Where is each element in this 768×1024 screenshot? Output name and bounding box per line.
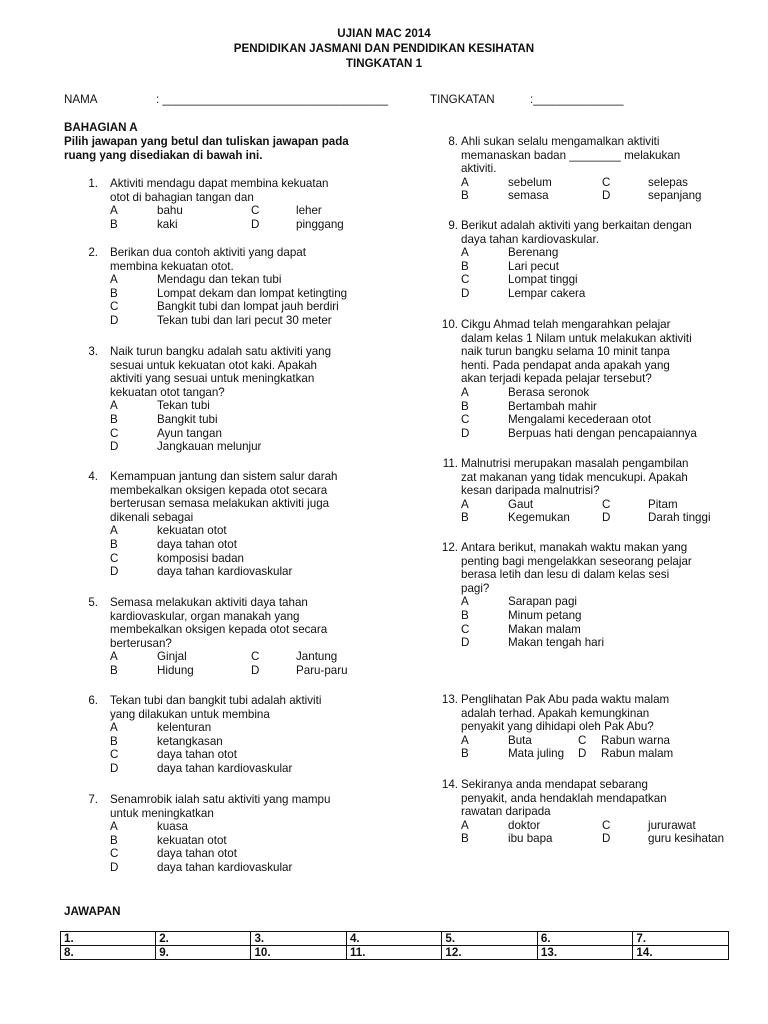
option-letter: A (461, 733, 469, 747)
question-text: Sekiranya anda mendapat sebarang (461, 778, 648, 791)
option-letter: D (110, 314, 119, 327)
option-text: bahu (157, 204, 183, 218)
exam-title: UJIAN MAC 2014 (337, 27, 431, 40)
question-number: 11. (442, 457, 458, 470)
question-text: kesan daripada malnutrisi? (461, 484, 600, 498)
option-text: Lari pecut (508, 259, 559, 273)
option-letter: B (110, 734, 118, 748)
option-letter: C (110, 551, 119, 565)
option-text: daya tahan otot (157, 847, 237, 861)
option-letter: A (110, 273, 118, 287)
option-text: selepas (648, 175, 688, 189)
question-text: Kemampuan jantung dan sistem salur darah (110, 470, 338, 483)
answer-row (61, 946, 729, 960)
option-letter: C (110, 426, 119, 440)
option-letter: C (461, 622, 470, 636)
question-text: naik turun bangku selama 10 minit tanpa (461, 345, 670, 359)
question-number: 13. (441, 693, 458, 706)
option-letter: B (110, 286, 118, 300)
section-title: BAHAGIAN A (64, 121, 138, 134)
question-text: Tekan tubi dan bangkit tubi adalah aktiviti (110, 694, 322, 707)
option-text: Darah tinggi (648, 511, 711, 525)
question-text: Malnutrisi merupakan masalah pengambilan (461, 457, 689, 470)
question-text: Ahli sukan selalu mengamalkan aktiviti (461, 135, 660, 148)
option-letter: D (110, 861, 119, 874)
option-letter: D (461, 287, 470, 300)
option-letter: D (251, 664, 260, 677)
option-letter: C (110, 847, 119, 861)
option-text: Makan malam (508, 622, 581, 636)
answer-cell[interactable]: 12. (442, 946, 538, 960)
option-text: Berenang (508, 246, 559, 260)
question-text: dikenali sebagai (110, 510, 194, 524)
option-text: Lompat dekam dan lompat ketingting (157, 286, 348, 300)
option-text: kuasa (157, 820, 188, 834)
option-text: ibu bapa (508, 832, 553, 846)
option-letter: C (602, 175, 611, 189)
section-instruction: Pilih jawapan yang betul dan tuliskan jawapan pada ruang yang disediakan di bawah ini. (64, 135, 349, 162)
option-letter: D (461, 426, 470, 440)
question-text: akan terjadi kepada pelajar tersebut? (461, 372, 652, 386)
answer-row (61, 932, 729, 946)
answer-cell[interactable]: 2. (156, 932, 251, 946)
question-text: membina kekuatan otot. (110, 259, 234, 273)
option-letter: B (461, 511, 469, 525)
option-text: sebelum (508, 175, 552, 189)
option-text: Buta (508, 733, 532, 747)
option-letter: B (110, 538, 118, 551)
question-text: yang dilakukan untuk membina (110, 707, 270, 721)
option-text: daya tahan otot (157, 748, 237, 762)
option-letter: A (461, 175, 469, 189)
option-letter: A (110, 524, 118, 538)
option-letter: B (461, 609, 469, 622)
question-text: daya tahan kardiovaskular. (461, 232, 599, 246)
option-text: Mengalami kecederaan otot (508, 413, 652, 427)
option-letter: B (461, 259, 469, 273)
option-text: kekuatan otot (157, 524, 227, 538)
answer-cell[interactable]: 3. (251, 932, 347, 946)
question-number: 4. (88, 470, 98, 483)
answer-cell[interactable]: 6. (537, 932, 633, 946)
option-letter: A (110, 650, 118, 664)
option-text: Jantung (296, 650, 338, 664)
option-text: Lompat tinggi (508, 273, 578, 287)
option-letter: B (461, 399, 469, 413)
question-number: 10. (441, 318, 458, 331)
option-text: Jangkauan melunjur (157, 440, 262, 454)
option-text: Ayun tangan (157, 426, 222, 440)
option-text: guru kesihatan (648, 832, 725, 846)
option-letter: C (461, 273, 470, 287)
answer-cell[interactable]: 4. (346, 932, 441, 946)
question-text: Semasa melakukan aktiviti daya tahan (110, 596, 308, 609)
question-text: Senamrobik ialah satu aktiviti yang mampu (110, 793, 331, 806)
question-number: 9. (448, 219, 458, 232)
option-text: Gaut (508, 497, 534, 511)
question-text: penyakit yang dihidapi oleh Pak Abu? (461, 720, 654, 734)
question-text: memanaskan badan ________ melakukan (461, 148, 681, 162)
option-text: Mendagu dan tekan tubi (157, 273, 282, 287)
option-text: Rabun warna (601, 733, 670, 747)
option-letter: D (461, 636, 470, 650)
answer-cell[interactable]: 14. (633, 946, 729, 960)
option-letter: B (461, 832, 469, 846)
question-number: 12. (441, 541, 458, 554)
option-text: daya tahan kardiovaskular (157, 565, 293, 579)
option-letter: A (110, 721, 118, 735)
subject-title: PENDIDIKAN JASMANI DAN PENDIDIKAN KESIHATAN (233, 42, 535, 55)
option-text: Bangkit tubi dan lompat jauh berdiri (157, 300, 339, 314)
question-text: berasa letih dan lesu di dalam kelas sesi (461, 568, 670, 582)
option-text: Tekan tubi dan lari pecut 30 meter (157, 314, 332, 327)
question-text: zat makanan yang tidak mencukupi. Apakah (461, 470, 688, 484)
question-number: 8. (448, 135, 458, 148)
option-letter: C (251, 650, 260, 664)
question-text: Antara berikut, manakah waktu makan yang (461, 541, 688, 554)
option-text: daya tahan kardiovaskular (157, 861, 293, 874)
answer-cell[interactable]: 11. (346, 946, 441, 960)
option-letter: D (110, 762, 119, 775)
option-letter: B (461, 189, 469, 203)
question-number: 7. (88, 793, 98, 806)
option-letter: A (461, 595, 469, 609)
option-letter: C (461, 413, 470, 427)
option-text: kaki (157, 217, 178, 231)
question-text: Aktiviti mendagu dapat membina kekuatan (110, 177, 329, 190)
student-info (64, 93, 704, 109)
answer-cell[interactable]: 13. (537, 946, 633, 960)
option-letter: B (110, 217, 118, 231)
option-text: Berasa seronok (508, 386, 590, 399)
option-text: kelenturan (157, 721, 212, 735)
option-text: Mata juling (508, 747, 565, 761)
question-text: otot di bahagian tangan dan (110, 190, 254, 204)
name-label: NAMA (64, 93, 98, 106)
option-letter: A (110, 204, 118, 218)
option-letter: D (110, 565, 119, 579)
option-text: leher (296, 204, 322, 218)
option-text: daya tahan otot (157, 538, 237, 551)
question-text: Cikgu Ahmad telah mengarahkan pelajar (461, 318, 671, 331)
option-letter: D (251, 217, 260, 231)
question-text: kardiovaskular, organ manakah yang (110, 609, 300, 623)
option-text: Makan tengah hari (508, 636, 605, 650)
option-letter: C (110, 748, 119, 762)
option-letter: A (110, 399, 118, 413)
option-text: Bertambah mahir (508, 399, 597, 413)
answer-cell[interactable]: 9. (156, 946, 251, 960)
option-text: kekuatan otot (157, 833, 227, 847)
option-letter: A (110, 820, 118, 834)
question-number: 5. (88, 596, 98, 609)
option-text: Kegemukan (508, 511, 570, 525)
option-letter: A (461, 386, 469, 399)
question-text: membekalkan oksigen kepada otot secara (110, 483, 328, 497)
question-number: 6. (88, 694, 98, 707)
option-text: jururawat (648, 818, 696, 832)
option-letter: B (110, 833, 118, 847)
answer-cell[interactable]: 7. (633, 932, 729, 946)
option-text: Hidung (157, 664, 194, 677)
option-text: Bangkit tubi (157, 413, 218, 426)
option-text: doktor (508, 818, 541, 832)
question-text: penyakit, anda hendaklah mendapatkan (461, 791, 667, 805)
option-text: Berpuas hati dengan pencapaiannya (508, 426, 697, 440)
option-letter: D (602, 189, 611, 203)
question-number: 14. (441, 778, 458, 791)
question-text: membekalkan oksigen kepada otot secara (110, 623, 328, 637)
question-text: rawatan daripada (461, 805, 551, 819)
question-text: berterusan semasa melakukan aktiviti juga (110, 497, 330, 511)
option-text: daya tahan kardiovaskular (157, 762, 293, 775)
answer-table (60, 931, 729, 960)
option-letter: D (602, 511, 611, 525)
option-letter: D (578, 747, 587, 761)
question-text: Penglihatan Pak Abu pada waktu malam (461, 693, 670, 706)
option-text: Ginjal (157, 650, 187, 664)
option-text: semasa (508, 189, 549, 203)
question-number: 2. (88, 246, 98, 259)
option-letter: C (578, 733, 587, 747)
question-text: kekuatan otot tangan? (110, 385, 225, 399)
question-text: adalah terhad. Apakah kemungkinan (461, 706, 650, 720)
question-text: untuk meningkatkan (110, 806, 214, 820)
answer-cell[interactable]: 10. (251, 946, 347, 960)
option-letter: C (251, 204, 260, 218)
option-letter: B (110, 413, 118, 426)
name-field[interactable]: : ___________________________________ (156, 93, 389, 106)
option-text: ketangkasan (157, 734, 223, 748)
option-text: Pitam (648, 497, 678, 511)
option-letter: B (110, 664, 118, 677)
option-text: Rabun malam (601, 747, 674, 761)
option-letter: B (461, 747, 469, 761)
option-letter: D (110, 440, 119, 454)
answer-cell[interactable]: 8. (61, 946, 156, 960)
question-text: pagi? (461, 581, 490, 595)
question-text: penting bagi mengelakkan seseorang pelajar (461, 554, 692, 568)
question-text: Naik turun bangku adalah satu aktiviti yang (110, 345, 332, 358)
option-letter: A (461, 818, 469, 832)
question-number: 3. (88, 345, 98, 358)
answer-cell[interactable]: 1. (61, 932, 156, 946)
option-letter: C (602, 818, 611, 832)
answer-cell[interactable]: 5. (442, 932, 538, 946)
option-text: Paru-paru (296, 664, 348, 677)
option-text: Minum petang (508, 609, 582, 622)
answer-title: JAWAPAN (64, 905, 121, 918)
form-label: TINGKATAN (430, 93, 495, 106)
option-text: Sarapan pagi (508, 595, 577, 609)
question-text: aktiviti yang sesuai untuk meningkatkan (110, 372, 315, 386)
question-text: Berikut adalah aktiviti yang berkaitan dengan (461, 219, 692, 232)
question-text: sesuai untuk kekuatan otot kaki. Apakah (110, 358, 317, 372)
form-field[interactable]: :______________ (530, 93, 624, 106)
option-letter: D (602, 832, 611, 846)
question-text: aktiviti. (461, 162, 497, 176)
option-text: sepanjang (648, 189, 702, 203)
form-level: TINGKATAN 1 (345, 57, 423, 70)
option-letter: A (461, 497, 469, 511)
question-text: henti. Pada pendapat anda apakah yang (461, 358, 670, 372)
option-letter: C (110, 300, 119, 314)
question-text: Berikan dua contoh aktiviti yang dapat (110, 246, 306, 259)
question-text: berterusan? (110, 636, 172, 650)
option-letter: C (602, 497, 611, 511)
exam-header (0, 26, 768, 71)
question-number: 1. (88, 177, 98, 190)
option-letter: A (461, 246, 469, 260)
option-text: pinggang (296, 217, 344, 231)
question-text: dalam kelas 1 Nilam untuk melakukan aktiviti (461, 331, 692, 345)
option-text: Tekan tubi (157, 399, 210, 413)
option-text: komposisi badan (157, 551, 245, 565)
option-text: Lempar cakera (508, 287, 586, 300)
